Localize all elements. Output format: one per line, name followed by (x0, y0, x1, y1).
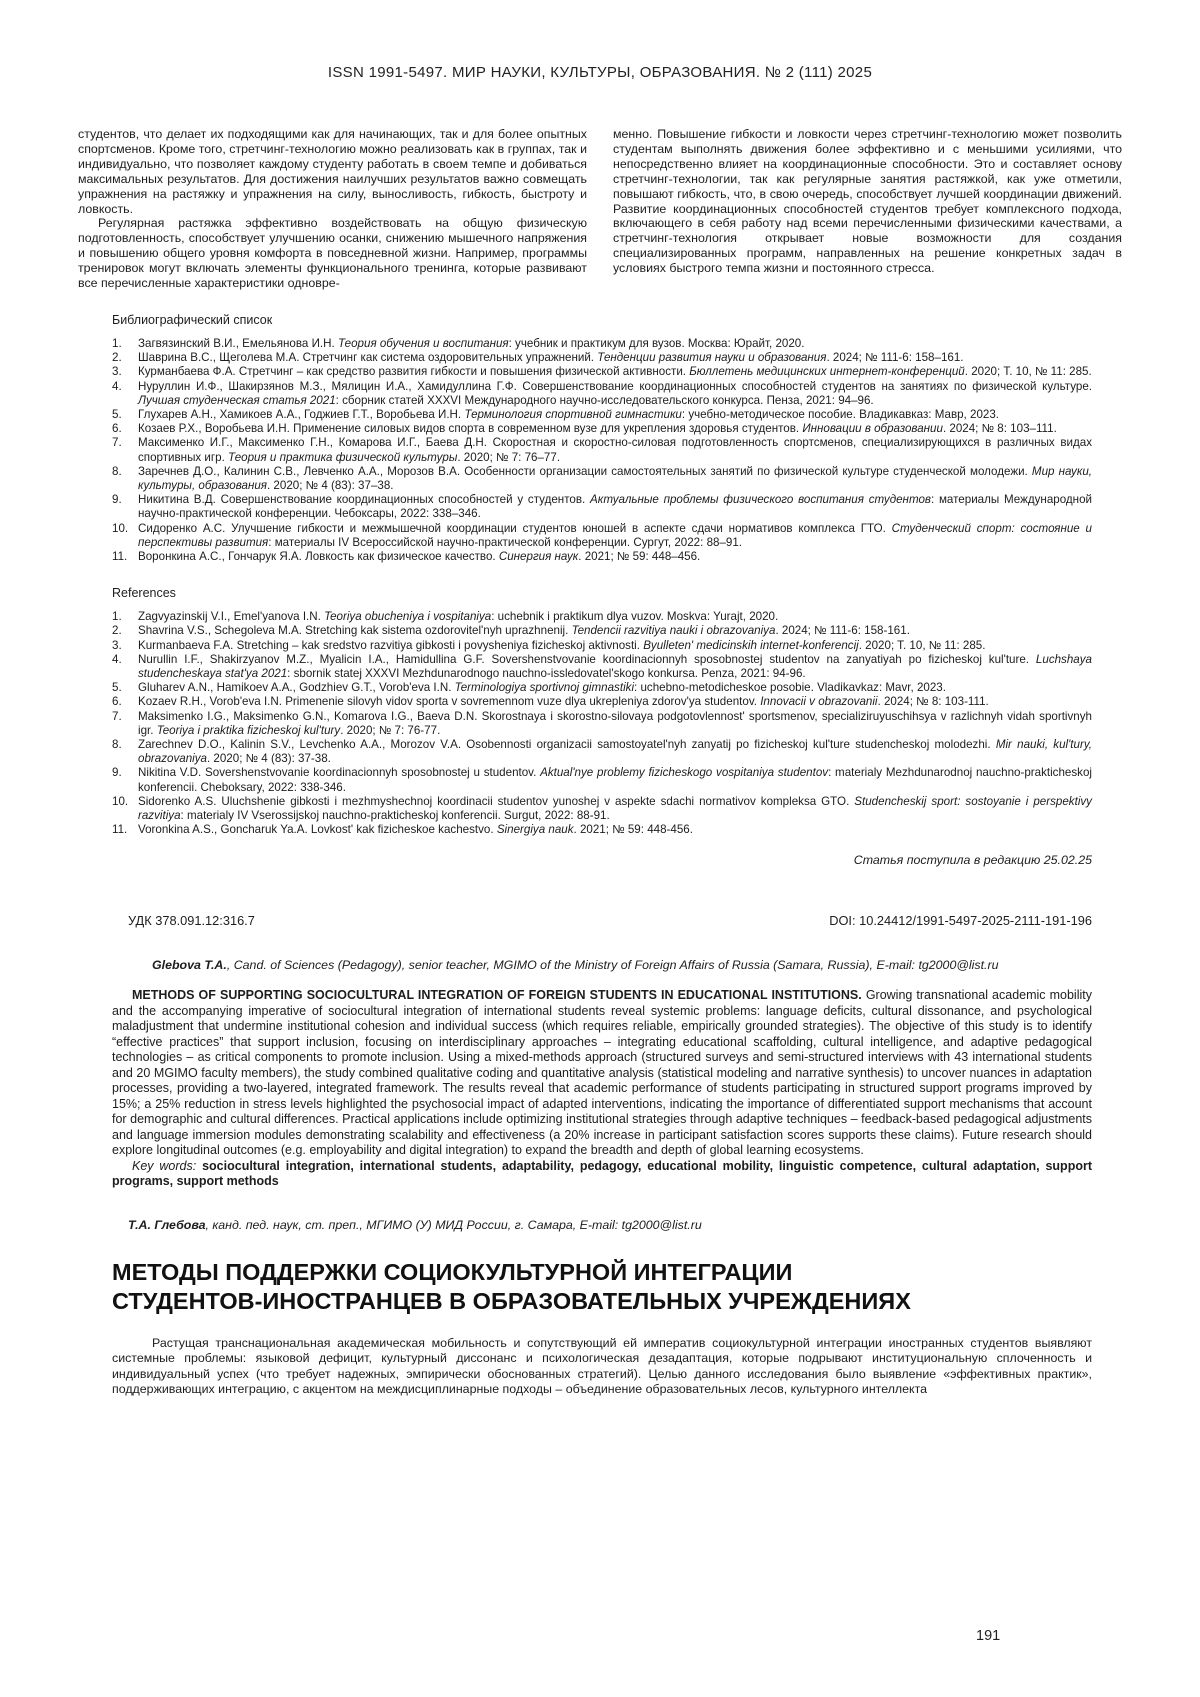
article-title-ru (112, 1258, 1092, 1316)
reference-item-number: 10. (112, 521, 129, 535)
abstract-ru: Растущая транснациональная академическая мобильность и сопутствующий ей императив социокультурной интеграции иностранных студентов выявляют системные проблемы: языковой дефицит, культурный диссонанс и психологическая дезадаптация, которые подрывают институциональную сплоченность и индивидуальный успех (что требует надежных, эмпирически обоснованных стратегий). Целью данного исследования было выявление «эффективных практик», поддерживающих интеграцию, с акцентом на междисциплинарные подходы – объединение образовательных лесов, культурного интеллекта (112, 1335, 1092, 1397)
reference-item-number: 11. (112, 550, 128, 564)
back-matter (112, 313, 1092, 1398)
reference-item (112, 653, 1092, 681)
journal-header: ISSN 1991-5497. МИР НАУКИ, КУЛЬТУРЫ, ОБРАЗОВАНИЯ. № 2 (111) 2025 (327, 64, 873, 81)
column-right (613, 127, 1122, 291)
reference-item (112, 522, 1092, 550)
references-list (112, 610, 1092, 837)
article-title-line1: МЕТОДЫ ПОДДЕРЖКИ СОЦИОКУЛЬТУРНОЙ ИНТЕГРАЦИИ (112, 1258, 793, 1285)
reference-item-number: 2. (112, 351, 122, 365)
reference-item-text: Воронкина А.С., Гончарук Я.А. Ловкость как физическое качество. Синергия наук. 2021; № 59: 448–456. (138, 550, 701, 564)
reference-item (112, 351, 1092, 365)
reference-item (112, 710, 1092, 738)
paragraph: менно. Повышение гибкости и ловкости через стретчинг-технологию может позволить студентам выполнять движения более эффективно и с меньшими усилиями, что непосредственно влияет на координационные способности. Это и составляет основу стретчинг-технологии, так как регулярные занятия растяжкой, как уже отметили, повышают гибкость, что, в свою очередь, способствует лучшей координации движений. Развитие координационных способностей студентов требует комплексного подхода, включающего в себя работу над всеми перечисленными физическими качествами, а стретчинг-технология открывает новые возможности для создания специализированных программ, направленных на решение конкретных задач в условиях быстрого темпа жизни и постоянного стресса. (613, 127, 1122, 276)
reference-item-text: Kozaev R.H., Vorob'eva I.N. Primenenie silovyh vidov sporta v sovremennom vuze dlya ukrepleniya zdorov'ya studentov. Innovacii v obrazovanii. 2024; № 8: 103-111. (138, 695, 989, 709)
reference-item-text: Kurmanbaeva F.A. Stretching – kak sredstvo razvitiya gibkosti i povysheniya fizicheskoj aktivnosti. Byulleten' medicinskih internet-konferencij. 2020; T. 10, № 11: 285. (138, 638, 986, 652)
reference-item-number: 5. (112, 407, 122, 421)
reference-item-number: 1. (112, 610, 122, 624)
reference-item-text: Nikitina V.D. Sovershenstvovanie koordinacionnyh sposobnostej u studentov. Aktual'nye problemy fizicheskogo vospitaniya studentov: materialy Mezhdunarodnoj nauchno-prakticheskoj konferencii. Cheboksary, 2022: 338-346. (138, 766, 1092, 794)
reference-item (112, 436, 1092, 464)
author-line-en: Glebova T.A., Cand. of Sciences (Pedagogy), senior teacher, MGIMO of the Ministry of Foreign Affairs of Russia (Samara, Russia), E-mail: tg2000@list.ru (152, 958, 999, 973)
reference-item (112, 695, 1092, 709)
article-continuation-columns (78, 127, 1122, 291)
reference-item-text: Gluharev A.N., Hamikoev A.A., Godzhiev G.T., Vorob'eva I.N. Terminologiya sportivnoj gimnastiki: uchebno-metodicheskoe posobie. Vladikavkaz: Mavr, 2023. (138, 681, 946, 695)
bibliography-title: Библиографический список (112, 312, 273, 327)
reference-item-number: 4. (112, 652, 122, 666)
reference-item (112, 493, 1092, 521)
reference-item (112, 365, 1092, 379)
reference-item (112, 681, 1092, 695)
reference-item-number: 2. (112, 624, 122, 638)
meta-row (112, 913, 1092, 928)
reference-item-number: 7. (112, 709, 122, 723)
reference-item-number: 3. (112, 365, 122, 379)
reference-item-number: 8. (112, 738, 122, 752)
reference-item-text: Сидоренко А.С. Улучшение гибкости и межмышечной координации студентов юношей в аспекте сдачи нормативов комплекса ГТО. Студенческий спорт: состояние и перспективы развития: материалы IV Всероссийской научно-практической конференции. Сургут, 2022: 88–91. (138, 521, 1092, 549)
received-note: Статья поступила в редакцию 25.02.25 (853, 853, 1092, 868)
reference-item (112, 550, 1092, 564)
article-title-line2: СТУДЕНТОВ-ИНОСТРАНЦЕВ В ОБРАЗОВАТЕЛЬНЫХ УЧРЕЖДЕНИЯХ (112, 1287, 911, 1314)
references-title: References (112, 586, 176, 601)
reference-item-text: Курманбаева Ф.А. Стретчинг – как средство развития гибкости и повышения физической активности. Бюллетень медицинских интернет-конференций. 2020; Т. 10, № 11: 285. (138, 365, 1092, 379)
keywords-en: Key words: sociocultural integration, international students, adaptability, pedagogy, educational mobility, linguistic competence, cultural adaptation, support programs, support methods (112, 1158, 1092, 1189)
reference-item-text: Никитина В.Д. Совершенствование координационных способностей у студентов. Актуальные проблемы физического воспитания студентов: материалы Международной научно-практической конференции. Чебоксары, 2022: 338–346. (138, 493, 1093, 521)
reference-item-text: Shavrina V.S., Schegoleva M.A. Stretching kak sistema ozdorovitel'nyh uprazhnenij. Tendencii razvitiya nauki i obrazovaniya. 2024; № 111-6: 158-161. (138, 624, 910, 638)
reference-item-number: 7. (112, 436, 122, 450)
reference-item (112, 823, 1092, 837)
reference-item-text: Zagvyazinskij V.I., Emel'yanova I.N. Teoriya obucheniya i vospitaniya: uchebnik i praktikum dlya vuzov. Moskva: Yurajt, 2020. (138, 610, 779, 624)
reference-item (112, 380, 1092, 408)
reference-item (112, 766, 1092, 794)
reference-item-text: Козаев Р.Х., Воробьева И.Н. Применение силовых видов спорта в современном вузе для укрепления здоровья студентов. Инновации в образовании. 2024; № 8: 103–111. (138, 422, 1057, 436)
reference-item (112, 337, 1092, 351)
paragraph: студентов, что делает их подходящими как для начинающих, так и для более опытных спортсменов. Кроме того, стретчинг-технологию можно реализовать как в группах, так и индивидуально, что позволяет каждому студенту работать в своем темпе и добиваться максимальных результатов. Для достижения наилучших результатов важно совмещать упражнения на растяжку и упражнения на силу, выносливость, гибкость, быстроту и ловкость. (78, 127, 587, 216)
reference-item-text: Заречнев Д.О., Калинин С.В., Левченко А.А., Морозов В.А. Особенности организации самостоятельных занятий по физической культуре студенческой молодежи. Мир науки, культуры, образования. 2020; № 4 (83): 37–38. (138, 464, 1092, 492)
reference-item (112, 624, 1092, 638)
reference-item-number: 8. (112, 464, 122, 478)
reference-item (112, 422, 1092, 436)
abstract-en: METHODS OF SUPPORTING SOCIOCULTURAL INTEGRATION OF FOREIGN STUDENTS IN EDUCATIONAL INSTITUTIONS. Growing transnational academic mobility and the accompanying imperative of sociocultural integration of international students reveal systemic problems: language deficits, cultural dissonance, and psychological maladjustment that undermine institutional cohesion and individual success (which requires reliable, empirically grounded strategies). The objective of this study is to identify “effective practices” that support inclusion, focusing on interdisciplinary approaches – integrating educational scaffolding, cultural intelligence, and adaptive pedagogical technologies – as critical components to promote inclusion. Using a mixed-methods approach (structured surveys and semi-structured interviews with 43 international students and 20 MGIMO faculty members), the study combined qualitative coding and quantitative analysis (statistical modeling and narrative synthesis) to uncover nuances in adaptation processes, providing a two-layered, integrated framework. The results reveal that academic performance of students participating in structured support programs improved by 15%; a 25% reduction in stress levels highlighted the psychosocial impact of adapted interventions, indicating the importance of differentiated support mechanisms that account for demographic and cultural differences. Practical applications include optimizing institutional strategies through adaptive techniques – feedback-based pedagogical adjustments and language immersion modules demonstrating scalability and effectiveness (a 20% increase in participant satisfaction scores supports these claims). Future research should explore longitudinal outcomes (e.g. employability and digital integration) to expand the breadth and depth of global learning ecosystems. (112, 988, 1092, 1158)
reference-item-number: 11. (112, 823, 128, 837)
reference-item (112, 795, 1092, 823)
reference-item (112, 738, 1092, 766)
page-number: 191 (976, 1628, 1001, 1644)
reference-item (112, 408, 1092, 422)
reference-item (112, 465, 1092, 493)
reference-item-text: Sidorenko A.S. Uluchshenie gibkosti i mezhmyshechnoj koordinacii studentov yunoshej v aspekte sdachi normativov kompleksa GTO. Studencheskij sport: sostoyanie i perspektivy razvitiya: materialy IV Vserossijskoj nauchno-prakticheskoj konferencii. Surgut, 2022: 88-91. (138, 794, 1092, 823)
bibliography-list (112, 337, 1092, 564)
reference-item (112, 610, 1092, 624)
reference-item-number: 9. (112, 766, 122, 780)
reference-item (112, 639, 1092, 653)
reference-item-number: 6. (112, 422, 122, 436)
reference-item-text: Глухарев А.Н., Хамикоев А.А., Годжиев Г.Т., Воробьева И.Н. Терминология спортивной гимнастики: учебно-методическое пособие. Владикавказ: Мавр, 2023. (138, 407, 1000, 421)
reference-item-number: 3. (112, 638, 122, 652)
reference-item-text: Zarechnev D.O., Kalinin S.V., Levchenko A.A., Morozov V.A. Osobennosti organizacii samostoyatel'nyh zanyatij po fizicheskoj kul'ture studencheskoj molodezhi. Mir nauki, kul'tury, obrazovaniya. 2020; № 4 (83): 37-38. (138, 738, 1092, 766)
reference-item-text: Voronkina A.S., Goncharuk Ya.A. Lovkost' kak fizicheskoe kachestvo. Sinergiya nauk. 2021; № 59: 448-456. (138, 823, 693, 837)
reference-item-number: 5. (112, 681, 122, 695)
reference-item-number: 10. (112, 794, 129, 808)
reference-item-number: 4. (112, 379, 122, 393)
column-left (78, 127, 587, 291)
reference-item-number: 1. (112, 336, 122, 350)
reference-item-text: Загвязинский В.И., Емельянова И.Н. Теория обучения и воспитания: учебник и практикум для вузов. Москва: Юрайт, 2020. (138, 336, 805, 350)
reference-item-text: Шаврина В.С., Щеголева М.А. Стретчинг как система оздоровительных упражнений. Тенденции развития науки и образования. 2024; № 111-6: 158–161. (138, 351, 964, 365)
reference-item-text: Maksimenko I.G., Maksimenko G.N., Komarova I.G., Baeva D.N. Skorostnaya i skorostno-silovaya podgotovlennost' sportsmenov, specializiruyuschihsya v razlichnyh vidah sportivnyh igr. Teoriya i praktika fizicheskoj kul'tury. 2020; № 7: 76-77. (138, 709, 1092, 737)
udk-label: УДК 378.091.12:316.7 (128, 913, 255, 929)
reference-item-number: 9. (112, 493, 122, 507)
author-line-ru: Т.А. Глебова, канд. пед. наук, ст. преп., МГИМО (У) МИД России, г. Самара, E-mail: tg2000@list.ru (128, 1217, 702, 1232)
reference-item-text: Максименко И.Г., Максименко Г.Н., Комарова И.Г., Баева Д.Н. Скоростная и скоростно-силовая подготовленность спортсменов, специализирующихся в различных видах спортивных игр. Теория и практика физической культуры. 2020; № 7: 76–77. (138, 436, 1092, 464)
doi-label: DOI: 10.24412/1991-5497-2025-2111-191-196 (829, 913, 1092, 929)
reference-item-text: Nurullin I.F., Shakirzyanov M.Z., Myalicin I.A., Hamidullina G.F. Sovershenstvovanie koordinacionnyh sposobnostej studentov na zanyatiyah po fizicheskoj kul'ture. Luchshaya studencheskaya stat'ya 2021: sbornik statej XXXVI Mezhdunarodnogo nauchno-issledovatel'skogo konkursa. Penza, 2021: 94-96. (138, 652, 1092, 681)
reference-item-number: 6. (112, 695, 122, 709)
paragraph: Регулярная растяжка эффективно воздействовать на общую физическую подготовленность, способствует улучшению осанки, снижению мышечного напряжения и повышению общего уровня комфорта в повседневной жизни. Например, программы тренировок могут включать элементы функционального тренинга, которые развивают все перечисленные характеристики одновре- (78, 216, 587, 291)
reference-item-text: Нуруллин И.Ф., Шакирзянов М.З., Мялицин И.А., Хамидуллина Г.Ф. Совершенствование координационных способностей студентов на занятиях по физической культуре. Лучшая студенческая статья 2021: сборник статей XXXVI Международного научно-исследовательского конкурса. Пенза, 2021: 94–96. (138, 379, 1092, 407)
